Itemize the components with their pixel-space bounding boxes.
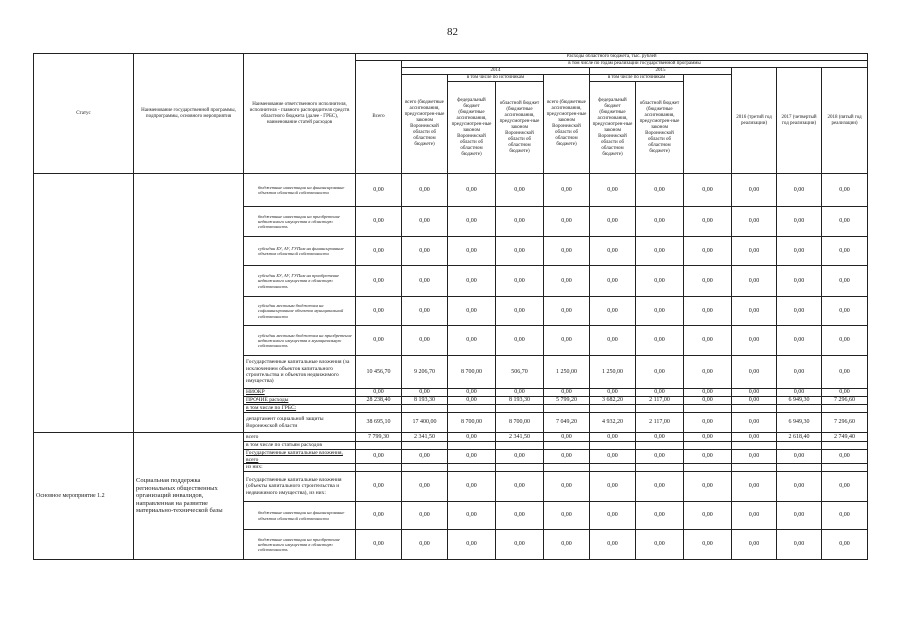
status-cell: Основное мероприятие 1.2 [34,433,134,560]
value-cell: 0,00 [732,389,777,397]
row-name: субсидии БУ, АУ, ГУПам на финансирование объектов областной собственности [244,237,356,266]
value-cell: 0,00 [732,413,777,433]
value-cell: 2 117,00 [636,397,684,405]
value-cell: 0,00 [544,266,590,297]
value-cell: 0,00 [777,389,822,397]
value-cell: 0,00 [822,237,868,266]
value-cell: 8 700,00 [448,356,496,389]
value-cell: 0,00 [684,326,732,356]
value-cell: 0,00 [590,389,636,397]
value-cell: 0,00 [636,530,684,560]
status-cell-empty [34,174,134,433]
value-cell: 0,00 [777,472,822,502]
value-cell: 0,00 [636,433,684,442]
row-name: бюджетные инвестиции на приобретение недвижимого имущества в областную собственность [244,530,356,560]
value-cell: 0,00 [356,326,402,356]
row-name: в том числе по ГРБС: [244,405,356,413]
value-cell: 0,00 [402,174,448,207]
value-cell: 0,00 [777,326,822,356]
header-total: Всего [356,61,402,174]
value-cell [590,442,636,450]
budget-table [33,53,868,560]
value-cell: 0,00 [822,174,868,207]
value-cell: 0,00 [636,174,684,207]
header-2015-obl: областной бюджет (бюджетные ассигнования, предусмотрен-ные законом Воронежской области об областном бюджете) [636,82,684,174]
value-cell: 0,00 [822,389,868,397]
value-cell: 0,00 [356,502,402,530]
value-cell: 0,00 [684,472,732,502]
value-cell: 0,00 [496,326,544,356]
value-cell [732,442,777,450]
value-cell: 0,00 [732,237,777,266]
value-cell: 0,00 [356,530,402,560]
row-name: Государственные капитальные вложения, всего [244,450,356,464]
program-cell: Социальная поддержка региональных общественных организаций инвалидов, направленная на развитие материально-технической базы [134,433,244,560]
value-cell: 38 695,10 [356,413,402,433]
header-status: Статус [34,54,134,174]
value-cell: 0,00 [448,397,496,405]
value-cell: 0,00 [636,326,684,356]
value-cell: 0,00 [402,530,448,560]
value-cell: 0,00 [684,389,732,397]
value-cell: 0,00 [402,297,448,326]
value-cell [448,405,496,413]
value-cell: 0,00 [777,174,822,207]
value-cell: 0,00 [496,297,544,326]
value-cell: 7 296,60 [822,413,868,433]
value-cell [402,405,448,413]
value-cell: 0,00 [732,326,777,356]
value-cell: 0,00 [732,450,777,464]
value-cell: 0,00 [684,297,732,326]
value-cell [496,442,544,450]
value-cell [732,464,777,472]
value-cell [356,405,402,413]
value-cell: 0,00 [448,266,496,297]
value-cell: 0,00 [402,502,448,530]
value-cell: 2 749,40 [822,433,868,442]
value-cell: 0,00 [822,326,868,356]
value-cell: 0,00 [777,450,822,464]
value-cell [822,405,868,413]
value-cell: 0,00 [636,356,684,389]
value-cell: 0,00 [402,237,448,266]
header-2014-by-source: в том числе по источникам [448,75,544,82]
value-cell [496,464,544,472]
value-cell: 0,00 [448,530,496,560]
value-cell: 7 296,60 [822,397,868,405]
table-row [34,433,868,442]
program-cell-empty [134,174,244,433]
value-cell: 0,00 [822,472,868,502]
value-cell: 0,00 [448,174,496,207]
value-cell: 0,00 [496,207,544,237]
header-2014-vsego: всего (бюджетные ассигнования, предусмотрен-ные законом Воронежской области об областном бюджете) [402,75,448,174]
value-cell: 0,00 [636,207,684,237]
value-cell: 0,00 [402,472,448,502]
page-number: 82 [447,26,458,38]
value-cell: 0,00 [777,502,822,530]
value-cell: 0,00 [732,266,777,297]
value-cell: 17 400,00 [402,413,448,433]
value-cell: 0,00 [684,266,732,297]
value-cell: 0,00 [356,207,402,237]
value-cell: 0,00 [402,266,448,297]
value-cell: 0,00 [544,472,590,502]
value-cell [402,464,448,472]
value-cell: 5 799,20 [544,397,590,405]
value-cell: 0,00 [684,502,732,530]
value-cell [496,405,544,413]
value-cell: 0,00 [777,266,822,297]
value-cell [684,442,732,450]
value-cell: 0,00 [448,237,496,266]
value-cell: 0,00 [496,530,544,560]
header-program: Наименование государственной программы, подпрограммы, основного мероприятия [134,54,244,174]
value-cell: 0,00 [684,237,732,266]
row-name: в том числе по статьям расходов [244,442,356,450]
value-cell: 0,00 [822,530,868,560]
value-cell: 8 193,30 [496,397,544,405]
value-cell: 0,00 [732,174,777,207]
value-cell: 8 700,00 [496,413,544,433]
row-name: Государственные капитальные вложения (объекты капитального строительства и недвижимого имущества), из них: [244,472,356,502]
value-cell: 2 341,50 [496,433,544,442]
value-cell: 0,00 [822,356,868,389]
value-cell: 0,00 [590,450,636,464]
value-cell: 0,00 [544,502,590,530]
row-name: всего [244,433,356,442]
row-name: субсидии местным бюджетам на софинансирование объектов муниципальной собственности [244,297,356,326]
value-cell: 2 341,50 [402,433,448,442]
value-cell: 0,00 [636,266,684,297]
row-name: департамент социальной защиты Воронежской области [244,413,356,433]
value-cell: 0,00 [448,297,496,326]
value-cell: 0,00 [356,297,402,326]
value-cell [684,405,732,413]
header-year-2014: 2014 [402,68,590,75]
value-cell: 0,00 [822,502,868,530]
value-cell: 0,00 [684,530,732,560]
header-expenses: Расходы областного бюджета, тыс. рублей [356,54,868,61]
value-cell: 0,00 [590,433,636,442]
value-cell [636,405,684,413]
value-cell: 0,00 [544,450,590,464]
value-cell: 0,00 [496,237,544,266]
value-cell: 0,00 [544,237,590,266]
row-name: НИОКР [244,389,356,397]
value-cell [777,442,822,450]
value-cell: 0,00 [636,297,684,326]
value-cell: 0,00 [684,450,732,464]
value-cell: 0,00 [822,297,868,326]
value-cell: 0,00 [544,207,590,237]
value-cell: 0,00 [448,450,496,464]
row-name: бюджетные инвестиции на приобретение недвижимого имущества в областную собственность [244,207,356,237]
value-cell: 0,00 [402,450,448,464]
value-cell: 1 250,00 [544,356,590,389]
value-cell [402,442,448,450]
row-name: из них: [244,464,356,472]
value-cell: 0,00 [732,356,777,389]
value-cell: 0,00 [822,266,868,297]
row-name: Государственные капитальные вложения (за исключением объектов капитального строительства и объектов недвижимого имущества) [244,356,356,389]
header-2014-obl: областной бюджет (бюджетные ассигнования, предусмотрен-ные законом Воронежской области об областном бюджете) [496,82,544,174]
value-cell: 0,00 [402,326,448,356]
value-cell: 8 193,30 [402,397,448,405]
value-cell: 0,00 [544,389,590,397]
value-cell: 0,00 [732,297,777,326]
value-cell: 0,00 [448,472,496,502]
value-cell [356,442,402,450]
value-cell: 0,00 [448,502,496,530]
row-name: ПРОЧИЕ расходы [244,397,356,405]
value-cell: 0,00 [496,266,544,297]
value-cell: 0,00 [496,450,544,464]
value-cell: 2 117,00 [636,413,684,433]
value-cell: 0,00 [448,389,496,397]
row-name: субсидии БУ, АУ, ГУПам на приобретение недвижимого имущества в областную собственность [244,266,356,297]
value-cell: 0,00 [590,237,636,266]
value-cell [684,464,732,472]
value-cell: 28 238,40 [356,397,402,405]
value-cell: 0,00 [636,389,684,397]
value-cell: 0,00 [822,207,868,237]
value-cell: 0,00 [777,207,822,237]
value-cell [448,464,496,472]
value-cell: 0,00 [356,450,402,464]
value-cell: 0,00 [777,237,822,266]
value-cell: 0,00 [448,433,496,442]
value-cell [544,464,590,472]
value-cell: 9 206,70 [402,356,448,389]
value-cell: 0,00 [496,389,544,397]
value-cell: 0,00 [777,530,822,560]
value-cell: 0,00 [636,237,684,266]
value-cell [777,464,822,472]
header-2015-vsego: всего (бюджетные ассигнования, предусмотрен-ные законом Воронежской области об областном бюджете) [544,75,590,174]
value-cell: 0,00 [544,530,590,560]
value-cell: 0,00 [732,472,777,502]
header-year-2016: 2016 (третий год реализации) [732,68,777,174]
value-cell: 0,00 [356,237,402,266]
value-cell: 0,00 [544,433,590,442]
value-cell: 0,00 [777,356,822,389]
value-cell: 0,00 [590,502,636,530]
header-executor: Наименование ответственного исполнителя, исполнителя - главного распорядителя средств областного бюджета (далее - ГРБС), наименование статей расходов [244,54,356,174]
value-cell: 506,70 [496,356,544,389]
value-cell: 4 932,20 [590,413,636,433]
value-cell: 0,00 [636,472,684,502]
header-year-2017: 2017 (четвертый год реализации) [777,68,822,174]
value-cell: 0,00 [544,326,590,356]
value-cell: 0,00 [590,472,636,502]
value-cell: 7 049,20 [544,413,590,433]
value-cell: 0,00 [356,389,402,397]
value-cell: 0,00 [822,450,868,464]
value-cell [636,464,684,472]
header-years-caption: в том числе по годам реализации государственной программы [402,61,868,68]
value-cell [448,442,496,450]
value-cell [590,464,636,472]
row-name: бюджетные инвестиции на финансирование объектов областной собственности [244,502,356,530]
value-cell: 0,00 [590,266,636,297]
value-cell: 0,00 [590,174,636,207]
value-cell: 7 799,30 [356,433,402,442]
value-cell: 0,00 [684,433,732,442]
header-year-2015: 2015 [590,68,732,75]
value-cell: 0,00 [684,356,732,389]
header-2014-fed: федеральный бюджет (бюджетные ассигнования, предусмотрен-ные законом Воронежской области об областном бюджете) [448,82,496,174]
value-cell [732,405,777,413]
value-cell: 0,00 [732,530,777,560]
value-cell: 2 618,40 [777,433,822,442]
value-cell: 6 949,30 [777,413,822,433]
value-cell: 0,00 [732,207,777,237]
header-year-2018: 2018 (пятый год реализации) [822,68,868,174]
value-cell: 0,00 [544,174,590,207]
header-2015-fed: федеральный бюджет (бюджетные ассигнования, предусмотрен-ные законом Воронежской области об областном бюджете) [590,82,636,174]
value-cell: 8 700,00 [448,413,496,433]
value-cell: 0,00 [356,472,402,502]
value-cell [822,442,868,450]
value-cell [544,442,590,450]
value-cell: 0,00 [356,174,402,207]
value-cell: 0,00 [356,266,402,297]
value-cell: 0,00 [402,389,448,397]
value-cell: 3 682,20 [590,397,636,405]
value-cell: 0,00 [448,326,496,356]
value-cell: 10 456,70 [356,356,402,389]
value-cell: 0,00 [732,433,777,442]
header-2015-by-source: в том числе по источникам [590,75,684,82]
value-cell: 0,00 [496,472,544,502]
value-cell [822,464,868,472]
value-cell: 0,00 [684,207,732,237]
value-cell: 0,00 [732,397,777,405]
value-cell: 0,00 [402,207,448,237]
value-cell: 0,00 [636,502,684,530]
value-cell: 1 250,00 [590,356,636,389]
value-cell: 0,00 [636,450,684,464]
value-cell: 0,00 [684,413,732,433]
value-cell: 0,00 [590,297,636,326]
value-cell: 0,00 [590,326,636,356]
value-cell: 0,00 [777,297,822,326]
value-cell: 0,00 [684,397,732,405]
value-cell [590,405,636,413]
value-cell: 0,00 [496,174,544,207]
value-cell [356,464,402,472]
value-cell [636,442,684,450]
value-cell: 0,00 [590,530,636,560]
value-cell: 0,00 [590,207,636,237]
value-cell [777,405,822,413]
value-cell: 0,00 [496,502,544,530]
value-cell [544,405,590,413]
value-cell: 0,00 [544,297,590,326]
row-name: бюджетные инвестиции на финансирование объектов областной собственности [244,174,356,207]
value-cell: 0,00 [684,174,732,207]
value-cell: 0,00 [448,207,496,237]
value-cell: 0,00 [732,502,777,530]
row-name: субсидии местным бюджетам на приобретение недвижимого имущества в муниципальную собственность [244,326,356,356]
value-cell: 6 949,30 [777,397,822,405]
table-row [34,174,868,207]
